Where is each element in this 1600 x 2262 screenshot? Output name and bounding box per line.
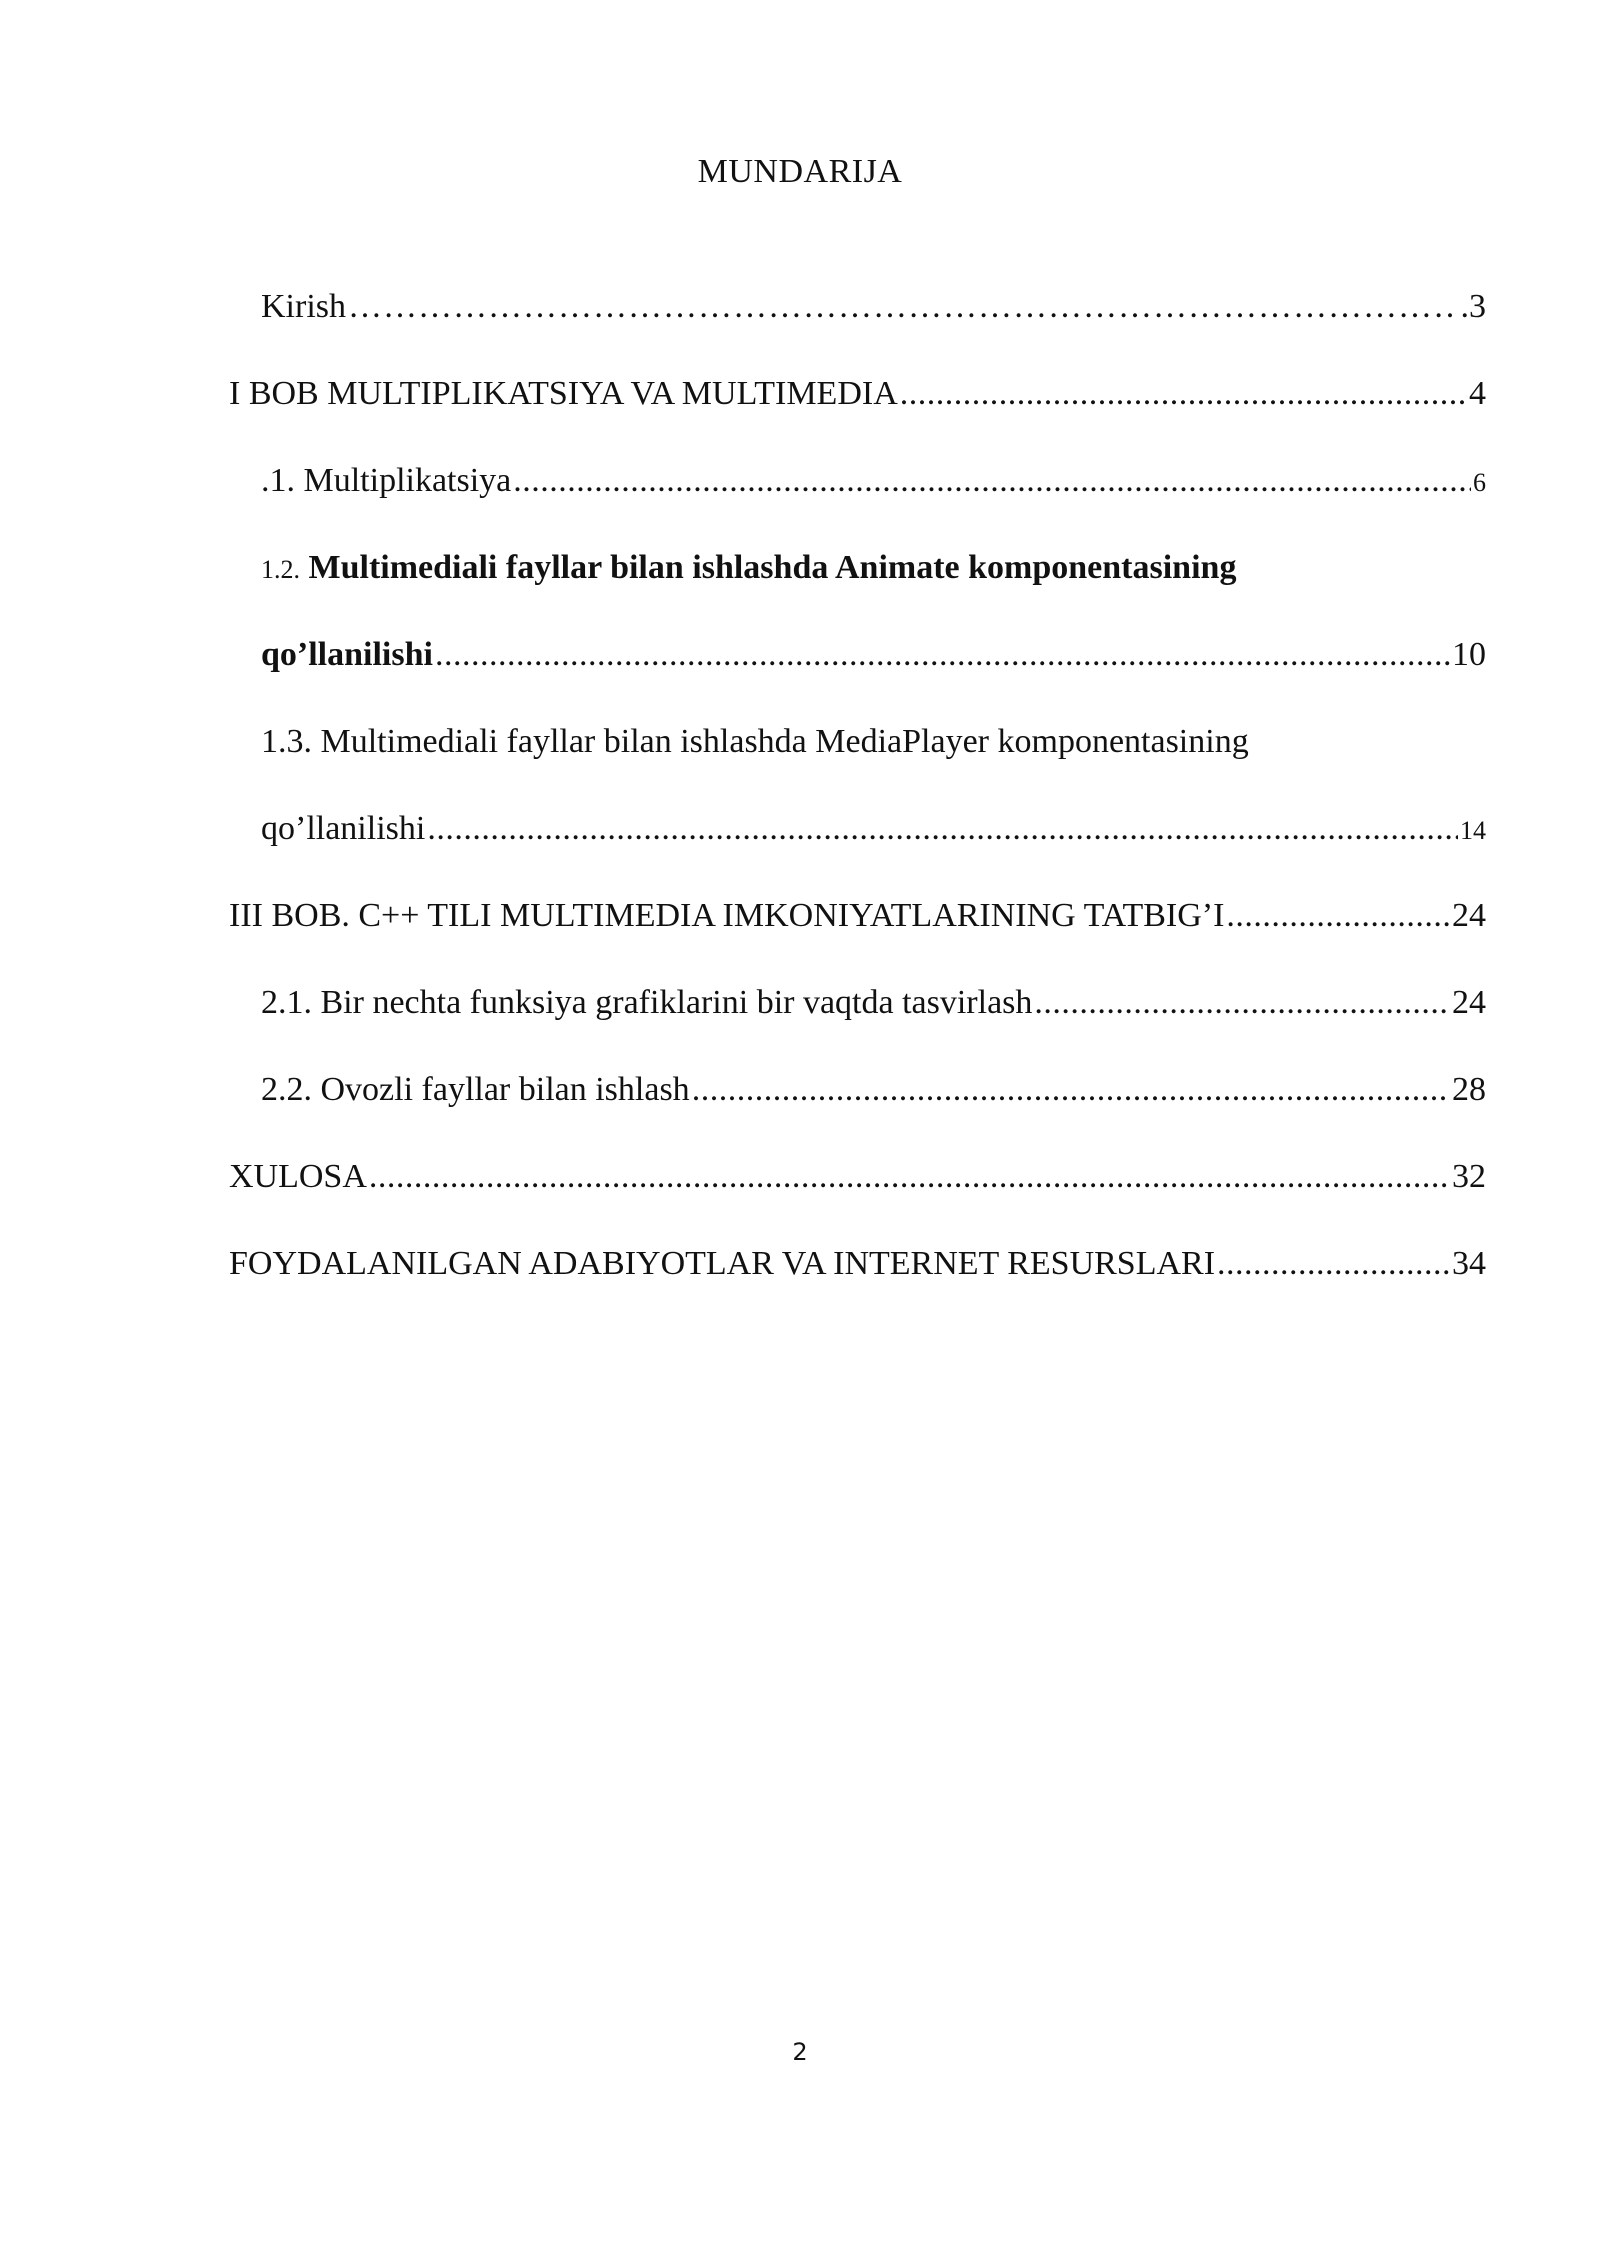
toc-entry-label: 2.2. Ovozli fayllar bilan ishlash xyxy=(261,1071,690,1108)
toc-entry-1-3-line2[interactable] xyxy=(229,800,1486,887)
toc-leader-dots xyxy=(435,626,1450,684)
toc-leader-dots xyxy=(900,365,1467,423)
toc-entry-1-1[interactable] xyxy=(229,452,1486,539)
toc-entry-bob1[interactable] xyxy=(229,365,1486,452)
toc-entry-page: 28 xyxy=(1452,1071,1486,1108)
toc-leader-dots xyxy=(1217,1235,1450,1293)
toc-entry-kirish[interactable] xyxy=(229,278,1486,365)
toc-entry-page: 4 xyxy=(1469,375,1486,412)
toc-entry-bob3[interactable] xyxy=(229,887,1486,974)
toc-leader-dots xyxy=(427,800,1458,858)
toc-entry-1-2-line1[interactable] xyxy=(229,539,1486,626)
table-of-contents xyxy=(229,278,1486,1322)
toc-entry-page: .3 xyxy=(1460,288,1486,325)
toc-entry-label: .1. Multiplikatsiya xyxy=(261,462,512,499)
toc-entry-xulosa[interactable] xyxy=(229,1148,1486,1235)
toc-entry-page: 32 xyxy=(1452,1158,1486,1195)
toc-leader-dots xyxy=(513,452,1471,510)
toc-entry-1-3-line1[interactable] xyxy=(229,713,1486,800)
toc-entry-2-2[interactable] xyxy=(229,1061,1486,1148)
toc-entry-label: 2.1. Bir nechta funksiya grafiklarini bir vaqtda tasvirlash xyxy=(261,984,1033,1021)
toc-entry-label: III BOB. C++ TILI MULTIMEDIA IMKONIYATLARINING TATBIG’I xyxy=(229,897,1225,934)
page-title: MUNDARIJA xyxy=(697,153,903,190)
toc-leader-dots xyxy=(348,278,1459,336)
toc-leader-dots xyxy=(1226,887,1450,945)
toc-leader-dots xyxy=(692,1061,1450,1119)
toc-entry-number: 1.2. xyxy=(261,555,300,584)
toc-entry-label xyxy=(229,539,1236,599)
toc-entry-label: qo’llanilishi xyxy=(261,636,433,673)
toc-entry-foydalanilgan[interactable] xyxy=(229,1235,1486,1322)
toc-entry-label: 1.3. Multimediali fayllar bilan ishlashda MediaPlayer komponentasining xyxy=(261,723,1249,760)
toc-entry-label: FOYDALANILGAN ADABIYOTLAR VA INTERNET RESURSLARI xyxy=(229,1245,1216,1282)
toc-entry-page: 10 xyxy=(1452,636,1486,673)
toc-entry-label: qo’llanilishi xyxy=(261,810,426,847)
toc-entry-page: 34 xyxy=(1452,1245,1486,1282)
toc-entry-label: I BOB MULTIPLIKATSIYA VA MULTIMEDIA xyxy=(229,375,898,412)
toc-entry-page: 14 xyxy=(1460,816,1486,845)
toc-entry-1-2-line2[interactable] xyxy=(229,626,1486,713)
toc-leader-dots xyxy=(369,1148,1450,1206)
page-number: 2 xyxy=(792,2038,808,2066)
toc-entry-label: XULOSA xyxy=(229,1158,367,1195)
toc-entry-page: 6 xyxy=(1473,468,1486,497)
toc-entry-page: 24 xyxy=(1452,984,1486,1021)
toc-entry-2-1[interactable] xyxy=(229,974,1486,1061)
toc-leader-dots xyxy=(1034,974,1450,1032)
toc-entry-title-bold: Multimediali fayllar bilan ishlashda Animate komponentasining xyxy=(300,549,1237,586)
toc-entry-label: Kirish xyxy=(261,288,346,325)
toc-entry-page: 24 xyxy=(1452,897,1486,934)
